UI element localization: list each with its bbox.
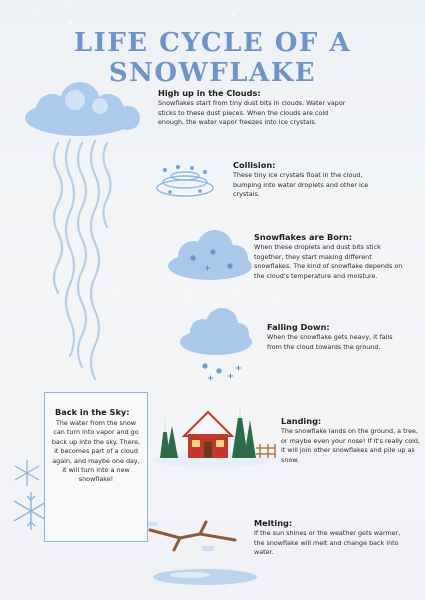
section-body: When the snowflake gets heavy, it falls from the cloud towards the ground. [267,333,393,351]
section-heading: Melting: [254,518,293,528]
snowflake-icon [12,458,42,488]
box-heading: Back in the Sky: [55,407,130,417]
snow-dot [229,196,231,198]
snow-dot [69,0,71,2]
back-in-sky-box [44,392,148,542]
snow-dot [184,498,186,500]
snow-dot [232,14,234,16]
rain-cloud-illustration [0,88,160,398]
snow-dot [376,157,378,159]
section-falling-down [267,322,407,352]
section-heading: Collision: [233,160,276,170]
snow-dot [184,224,186,226]
snow-dot [318,388,320,390]
snow-dot [380,403,382,405]
falling-snow-cloud-illustration [178,308,258,388]
snow-dot [301,380,303,382]
snow-dot [278,296,280,298]
snow-dot [225,494,227,496]
section-melting [254,518,404,558]
section-heading: High up in the Clouds: [158,88,261,98]
section-body: When these droplets and dust bits stick together, they start making different snowflakes. The kind of snowflake depends on the cloud's temperature and moisture. [254,243,403,280]
snow-dot [70,22,72,24]
page-title: LIFE CYCLE OF A SNOWFLAKE [73,28,352,88]
section-body: These tiny ice crystals float in the cloud, bumping into water droplets and other ice crystals. [233,171,369,199]
snow-dot [401,112,403,114]
section-body: If the sun shines or the weather gets warmer, the snowflake will melt and change back into water. [254,529,401,557]
snow-dot [401,193,403,195]
cloud-with-snowflakes-illustration [165,228,255,283]
snowy-house-illustration [152,398,282,470]
snow-dot [33,551,35,553]
snow-dot [187,138,189,140]
snow-dot [235,289,237,291]
section-high-up [158,88,348,128]
snow-dot [285,384,287,386]
section-snowflakes-born [254,232,404,281]
snow-dot [34,12,36,14]
snow-dot [3,449,5,451]
melting-branch-illustration [140,512,250,552]
water-puddle-illustration [150,566,260,588]
section-body: Snowflakes start from tiny dust bits in clouds. Water vapor sticks to these dust pieces. When the clouds are cold enough, the water vapor freezes into ice crystals. [158,99,346,127]
snow-dot [112,569,114,571]
section-heading: Landing: [281,416,322,426]
ice-crystal-cluster-illustration [150,158,220,203]
snow-dot [186,301,188,303]
section-heading: Snowflakes are Born: [254,232,352,242]
snow-dot [266,493,268,495]
snow-dot [389,511,391,513]
snow-dot [37,589,39,591]
snow-dot [141,553,143,555]
snow-dot [197,140,199,142]
snow-dot [71,586,73,588]
section-heading: Falling Down: [267,322,330,332]
section-collision [233,160,383,200]
snow-dot [360,576,362,578]
snow-dot [394,577,396,579]
section-landing [281,416,421,465]
snow-dot [313,380,315,382]
section-body: The snowflake lands on the ground, a tree, or maybe even your nose! If it's really cold, it will join other snowflakes and pile up as snow. [281,427,421,464]
snow-dot [228,589,230,591]
snow-dot [209,139,211,141]
snow-dot [184,294,186,296]
box-body: The water from the snow can turn into vapor and go back up into the sky. There, it becomes part of a cloud again, and maybe one day, it will turn into a new snowflake! [51,419,141,484]
